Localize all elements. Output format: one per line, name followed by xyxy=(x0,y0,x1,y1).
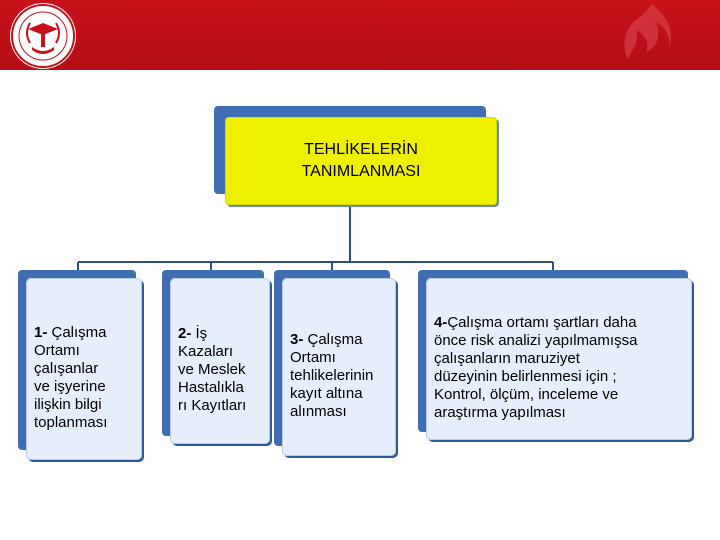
child-2-text xyxy=(170,307,252,415)
child-3 xyxy=(282,278,396,456)
child-2 xyxy=(170,278,270,444)
child-4-text xyxy=(426,296,643,422)
child-2-number: 2- xyxy=(178,325,192,342)
child-1-label: Çalışma Ortamı çalışanlar ve işyerine ilişkin bilgi toplanması xyxy=(34,324,108,431)
top-node xyxy=(225,117,497,205)
child-4-label: Çalışma ortamı şartları daha önce risk analizi yapılmamışsa çalışanların maruziyet düzeyinin belirlenmesi için ; Kontrol, ölçüm, inceleme ve araştırma yapılması xyxy=(434,314,638,421)
top-node-title: TEHLİKELERİN TANIMLANMASI xyxy=(301,141,421,180)
child-4-number: 4- xyxy=(434,314,448,331)
child-4 xyxy=(426,278,692,440)
child-1 xyxy=(26,278,142,460)
child-1-number: 1- xyxy=(34,324,48,341)
child-1-text xyxy=(26,306,113,432)
child-2-label: İş Kazaları ve Meslek Hastalıkla rı Kayıtları xyxy=(178,325,247,414)
child-3-number: 3- xyxy=(290,331,304,348)
child-3-text xyxy=(282,313,379,421)
child-3-label: Çalışma Ortamı tehlikelerinin kayıt altına alınması xyxy=(290,331,374,420)
